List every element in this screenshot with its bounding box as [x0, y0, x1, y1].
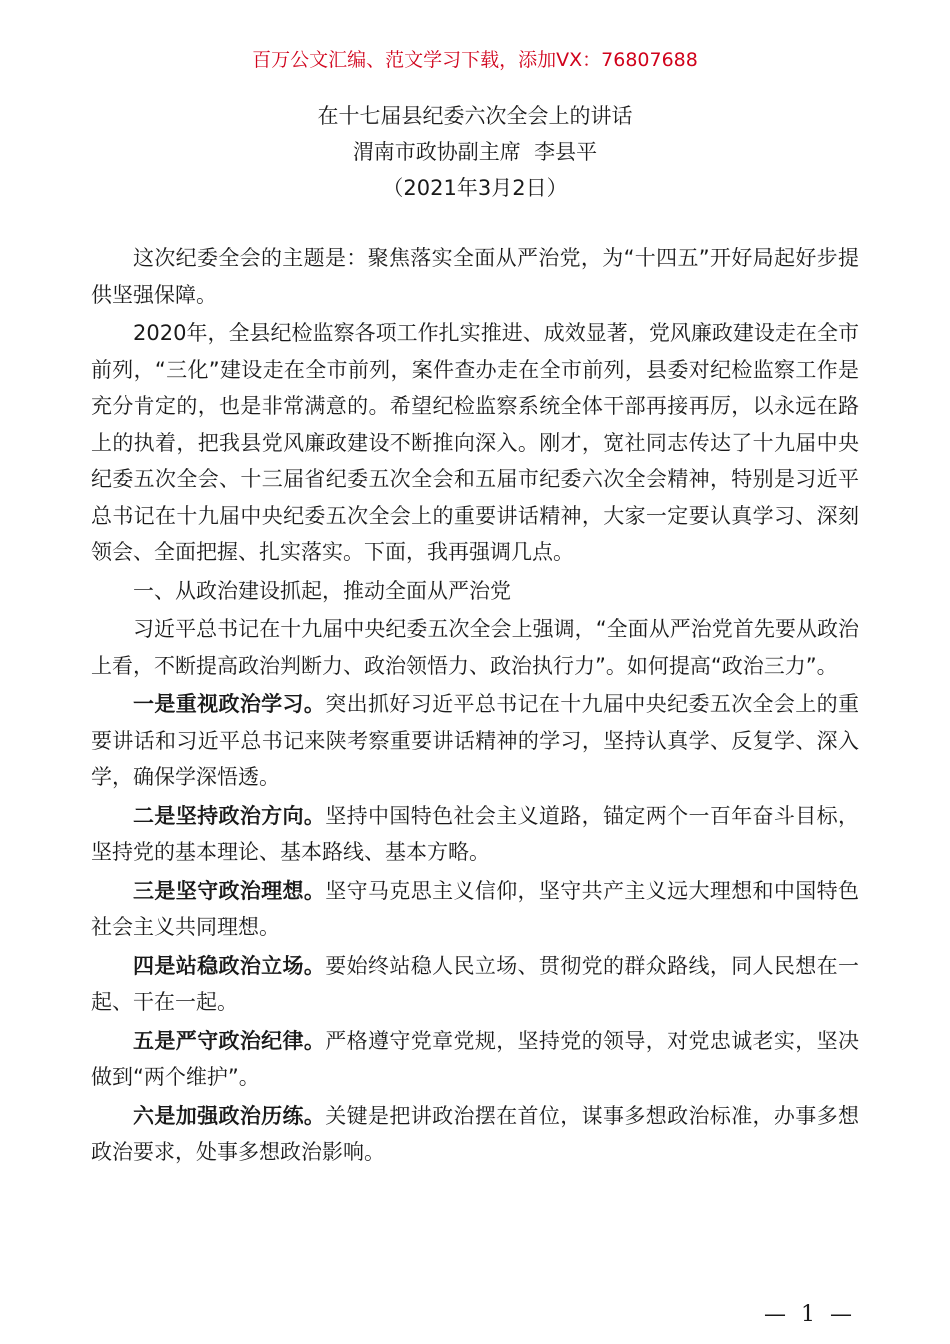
item-text: 坚持中国特色社会主义道路，锚定两个一百年奋斗目标，坚持党的基本理论、基本路线、基本方略。	[91, 803, 860, 864]
item-text: 要始终站稳人民立场、贯彻党的群众路线，同人民想在一起、干在一起。	[91, 953, 860, 1014]
document-date: （2021年3月2日）	[382, 176, 568, 200]
document-body	[91, 240, 859, 1171]
list-item	[91, 1098, 859, 1171]
list-item	[91, 873, 859, 946]
document-title: 在十七届县纪委六次全会上的讲话	[317, 104, 633, 128]
item-text: 关键是把讲政治摆在首位，谋事多想政治标准，办事多想政治要求，处事多想政治影响。	[91, 1103, 860, 1164]
page-number: — 1 —	[764, 1302, 856, 1327]
document-author: 渭南市政协副主席 李县平	[352, 140, 598, 164]
list-item	[91, 686, 859, 796]
item-text: 严格遵守党章党规，坚持党的领导，对党忠诚老实，坚决做到“两个维护”。	[91, 1028, 860, 1089]
paragraph: 习近平总书记在十九届中央纪委五次全会上强调，“全面从严治党首先要从政治上看，不断提高政治判断力、政治领悟力、政治执行力”。如何提高“政治三力”。	[91, 617, 859, 678]
list-item	[91, 948, 859, 1021]
item-lead: 四是站稳政治立场。	[133, 953, 326, 978]
item-text: 坚守马克思主义信仰，坚守共产主义远大理想和中国特色社会主义共同理想。	[91, 878, 860, 939]
item-lead: 五是严守政治纪律。	[133, 1028, 326, 1053]
item-lead: 六是加强政治历练。	[133, 1103, 326, 1128]
item-lead: 一是重视政治学习。	[133, 692, 326, 716]
list-item	[91, 798, 859, 871]
watermark-banner: 百万公文汇编、范文学习下载，添加VX：76807688	[252, 49, 698, 71]
list-item	[91, 1023, 859, 1096]
item-lead: 三是坚守政治理想。	[133, 878, 326, 903]
document-header	[0, 98, 950, 206]
item-lead: 二是坚持政治方向。	[133, 803, 326, 828]
paragraph: 2020年，全县纪检监察各项工作扎实推进、成效显著，党风廉政建设走在全市前列，“三化”建设走在全市前列，案件查办走在全市前列，县委对纪检监察工作是充分肯定的，也是非常满意的。希望纪检监察系统全体干部再接再厉，以永远在路上的执着，把我县党风廉政建设不断推向深入。刚才，宽社同志传达了十九届中央纪委五次全会、十三届省纪委五次全会和五届市纪委六次全会精神，特别是习近平总书记在十九届中央纪委五次全会上的重要讲话精神，大家一定要认真学习、深刻领会、全面把握、扎实落实。下面，我再强调几点。	[91, 321, 859, 564]
paragraph: 这次纪委全会的主题是：聚焦落实全面从严治党，为“十四五”开好局起好步提供坚强保障。	[91, 246, 859, 307]
item-text: 突出抓好习近平总书记在十九届中央纪委五次全会上的重要讲话和习近平总书记来陕考察重要讲话精神的学习，坚持认真学、反复学、深入学，确保学深悟透。	[91, 692, 860, 789]
section-heading: 一、从政治建设抓起，推动全面从严治党	[133, 578, 511, 603]
